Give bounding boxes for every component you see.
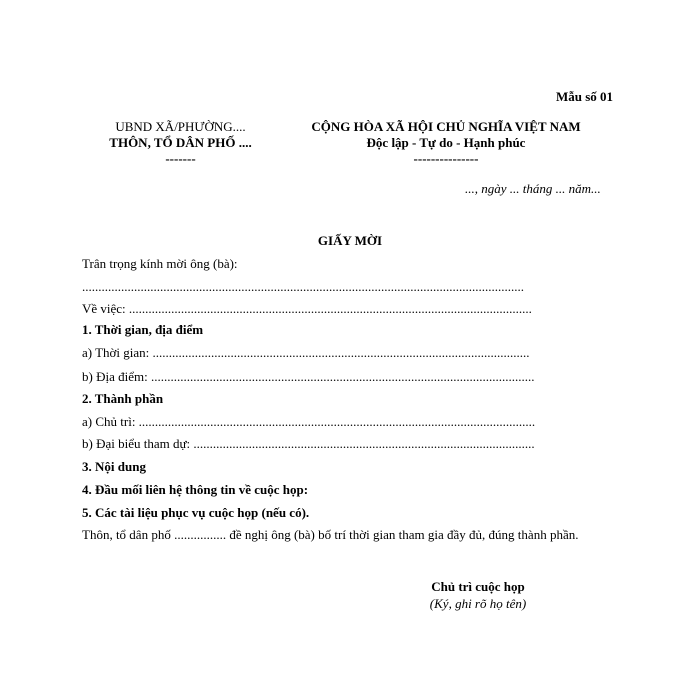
section-time-place: 1. Thời gian, địa điểm — [82, 322, 204, 337]
invite-line: Trân trọng kính mời ông (bà): — [82, 256, 238, 271]
section-content: 3. Nội dung — [82, 459, 146, 474]
national-title: CỘNG HÒA XÃ HỘI CHỦ NGHĨA VIỆT NAM — [311, 119, 581, 134]
chair-line: a) Chủ trì: .......................................................................................................................... — [82, 414, 536, 429]
form-number: Mẫu số 01 — [556, 89, 614, 104]
issuer-rule: ------- — [165, 151, 196, 166]
invitee-dotted-line: ........................................................................................................................................ — [82, 279, 524, 294]
date-line: ..., ngày ... tháng ... năm... — [465, 181, 601, 196]
section-documents: 5. Các tài liệu phục vụ cuộc họp (nếu có). — [82, 505, 310, 520]
time-line: a) Thời gian: .................................................................................................................... — [82, 345, 530, 360]
issuer-line1: UBND XÃ/PHƯỜNG.... — [115, 119, 246, 134]
place-line: b) Địa điểm: ...................................................................................................................... — [82, 369, 535, 384]
subject-line: Về việc: ............................................................................................................................ — [82, 301, 532, 316]
signature-note: (Ký, ghi rõ họ tên) — [429, 596, 527, 611]
issuer-line2: THÔN, TỔ DÂN PHỐ .... — [109, 135, 252, 150]
closing-line: Thôn, tổ dân phố ................ đề nghị ông (bà) bố trí thời gian tham gia đầy đủ, đúng thành phần. — [82, 527, 579, 542]
document-title: GIẤY MỜI — [317, 233, 383, 248]
section-contact: 4. Đầu mối liên hệ thông tin về cuộc họp: — [82, 482, 309, 497]
national-rule: --------------- — [413, 151, 479, 166]
delegates-line: b) Đại biểu tham dự: ......................................................................................................... — [82, 436, 535, 451]
section-participants: 2. Thành phần — [82, 391, 164, 406]
national-motto: Độc lập - Tự do - Hạnh phúc — [366, 135, 526, 150]
signature-title: Chủ trì cuộc họp — [431, 579, 525, 594]
